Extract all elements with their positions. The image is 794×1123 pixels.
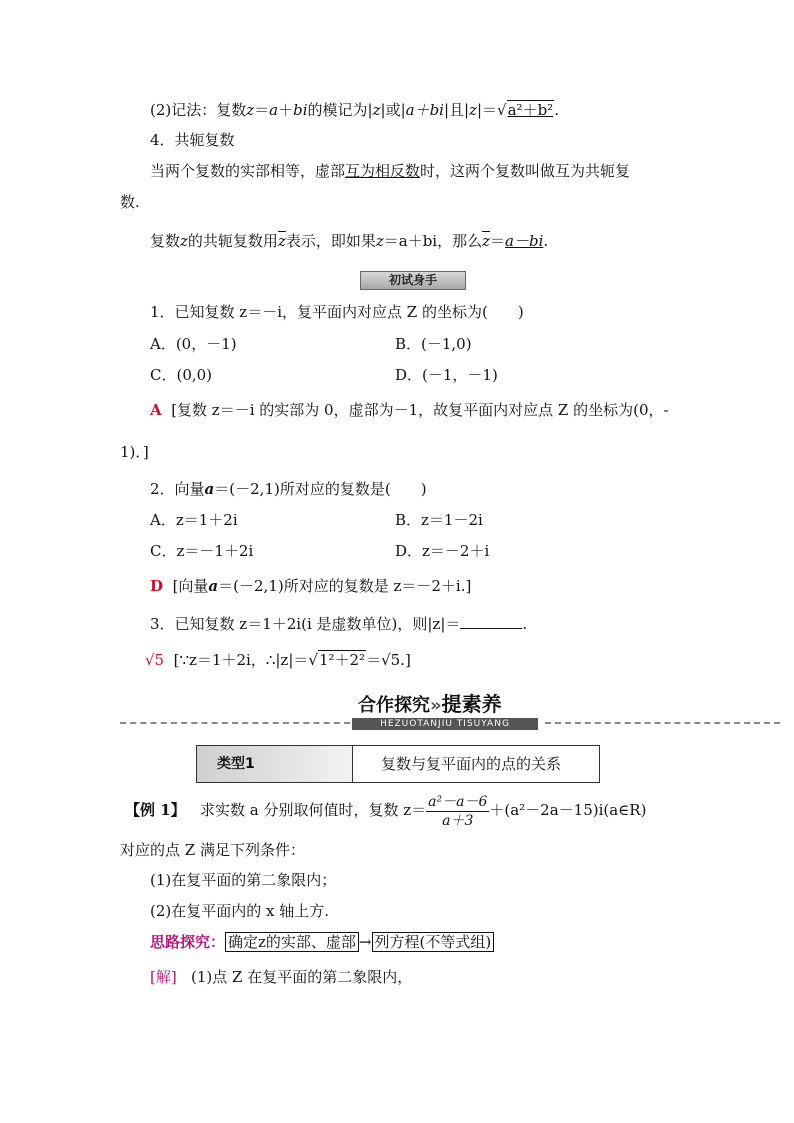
var-z: z [246,101,255,119]
text: ＝a＋bi，那么 [383,232,483,250]
text: . [522,615,528,633]
vector-a: a [204,480,215,498]
var-z-bar: $\overline{z}$ [482,232,491,250]
text: 求实数 a 分别取何值时，复数 z＝ [199,801,427,819]
type-title: 复数与复平面内的点的关系 [381,755,562,773]
text: 复数 [150,232,181,250]
text: 的模记为| [307,101,373,119]
q1-option-c: C．(0,0) [150,366,213,384]
text: 当两个复数的实部相等，虚部 [150,162,346,180]
thinking-step-1: 确定z的实部、虚部 [225,932,359,952]
text: 合作探究 [358,695,430,716]
text: 提素养 [441,692,502,716]
q2-explanation [150,576,471,596]
sqrt-expression: 1²＋2² [318,651,366,669]
conjugate-definition [150,161,630,181]
divider-right [545,722,780,724]
var-abi: a＋bi [405,101,444,119]
text: [向量 [172,577,209,595]
q1-option-d: D．(－1，－1) [395,366,498,384]
var-z-bar: $\overline{z}$ [277,232,286,250]
q2-stem [150,479,427,499]
example-1-condition-2: (2)在复平面内的 x 轴上方. [150,902,330,920]
q1-explanation [150,400,669,420]
banner-title [358,688,502,717]
text: (2)记法：复数 [150,101,247,119]
q1-option-a: A．(0，－1) [150,335,237,353]
text: ＝(－2,1)所对应的复数是 z＝－2＋i.] [218,577,472,595]
fraction [426,793,489,830]
solution-line [150,967,412,987]
q2-option-c: C．z＝－1＋2i [150,542,254,560]
modulus-notation-line [150,100,559,120]
fraction-numerator: a²－a－6 [428,793,488,810]
sqrt-expression: a²＋b² [507,101,554,119]
var-z: z [372,101,381,119]
arrow-right-icon: → [358,933,372,951]
q1-explanation-text: [复数 z＝－i 的实部为 0，虚部为－1，故复平面内对应点 Z 的坐标为(0，- [171,401,669,419]
text: ＝(－2,1)所对应的复数是( ) [214,480,427,498]
example-1-stem-cont: 对应的点 Z 满足下列条件： [120,841,305,859]
q2-option-a: A．z＝1＋2i [150,511,238,529]
var-bi: bi [293,101,308,119]
q3-explanation [145,650,411,670]
thinking-path [150,932,494,952]
text: ＝ [490,232,506,250]
type-label: 类型1 [197,746,353,782]
q2-option-d: D．z＝－2＋i [395,542,490,560]
example-1-stem [125,790,646,830]
text: 时，这两个复数叫做互为共轭复 [420,162,631,180]
text: . [554,101,559,119]
text: |＝√ [476,101,507,119]
text: 的共轭复数用 [187,232,278,250]
q3-stem [150,614,527,634]
q1-option-b: B．(－1,0) [395,335,472,353]
q1-answer: A [150,401,162,419]
vector-a: a [208,577,219,595]
var-z: z [180,232,188,250]
underlined-answer: a－bi [505,232,544,250]
text: 表示，即如果 [285,232,376,250]
text: ＝√5.] [366,651,411,669]
text: ＋(a²－2a－15)i(a∈R) [489,801,647,819]
underlined-answer: 互为相反数 [345,162,421,180]
answer-blank [460,614,522,629]
q1-explanation-cont: 1)．] [120,443,149,461]
fraction-denominator: a＋3 [442,812,474,829]
var-a: a [269,101,279,119]
q3-answer: √5 [145,651,165,669]
q2-answer: D [150,577,164,595]
text: ＝ [254,101,270,119]
text: . [543,232,549,250]
divider-left [120,722,350,724]
text: ＋ [278,101,294,119]
var-z: z [375,232,384,250]
example-1-condition-1: (1)在复平面的第二象限内； [150,871,337,889]
chevron-right-icon: » [430,695,442,716]
text: [∵z＝1＋2i，∴|z|＝√ [173,651,318,669]
text: 3．已知复数 z＝1＋2i(i 是虚数单位)，则|z|＝ [150,615,461,633]
conjugate-definition-cont: 数. [120,193,140,211]
q2-option-b: B．z＝1－2i [395,511,483,529]
conjugate-notation [150,231,548,251]
text: |或| [380,101,406,119]
solution-tag: [解] [150,968,177,986]
text: 2．向量 [150,480,205,498]
thinking-step-2: 列方程(不等式组) [372,932,495,952]
text: |且| [443,101,470,119]
type-box [196,745,600,783]
section-badge-try: 初试身手 [360,271,466,290]
thinking-label: 思路探究： [150,933,226,951]
text: (1)点 Z 在复平面的第二象限内， [191,968,413,986]
var-z: z [469,101,477,119]
example-tag: 【例 1】 [125,801,186,819]
q1-stem: 1．已知复数 z＝－i，复平面内对应点 Z 的坐标为( ) [150,303,524,321]
section-heading-conjugate: 4．共轭复数 [150,131,235,149]
banner-subtitle: HEZUOTANJIU TISUYANG [352,718,538,730]
